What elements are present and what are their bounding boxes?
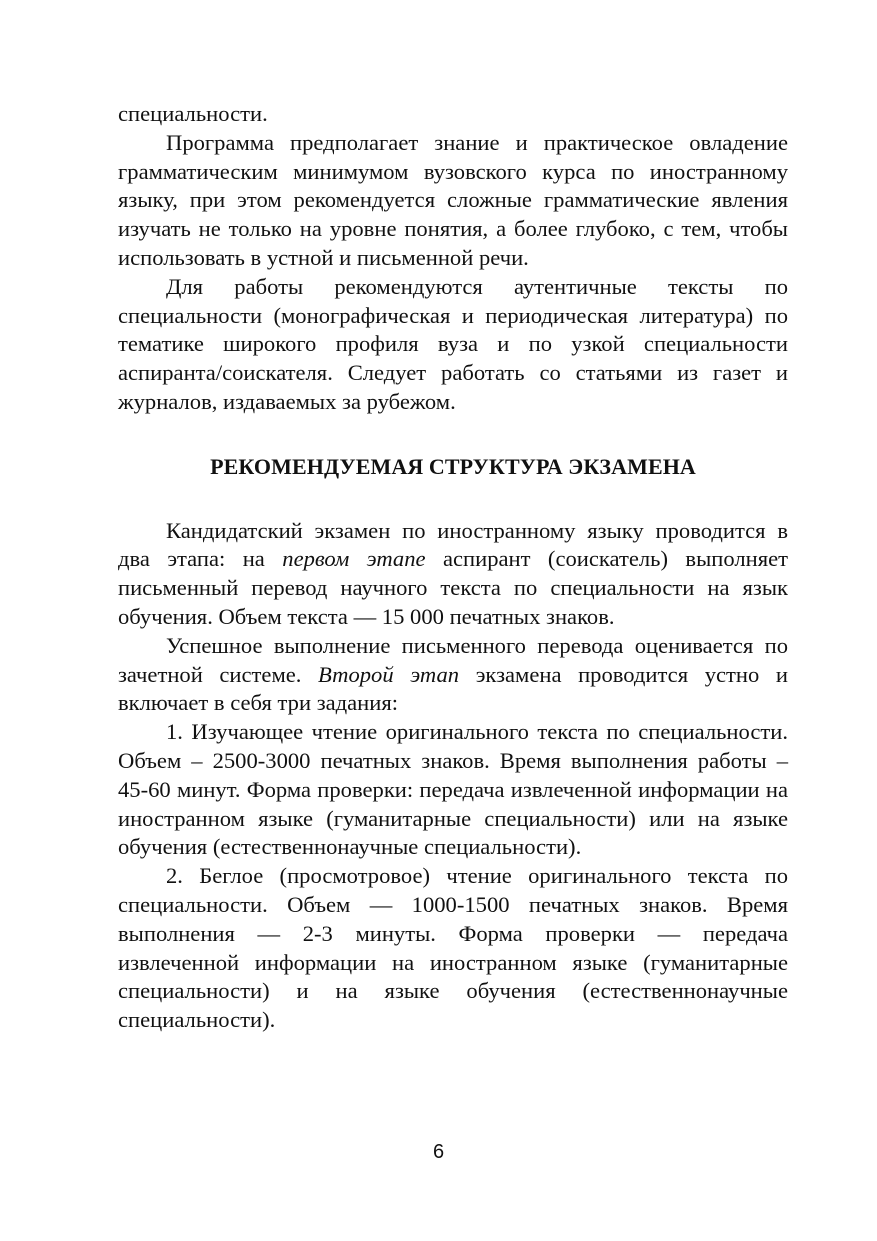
success-paragraph (118, 632, 788, 718)
page-number: 6 (432, 1141, 445, 1163)
continuation-text: специальности. (118, 101, 268, 126)
section-heading: РЕКОМЕНДУЕМАЯ СТРУКТУРА ЭКЗАМЕНА (210, 453, 696, 479)
first-stage-italic: первом этапе (282, 546, 426, 572)
program-paragraph: Программа предполагает знание и практическое овладение грамматическим минимумом вузовского курса по иностранному языку, при этом рекомендуется сложные грамматические явления изучать не только на уровне понятия, а более глубоко, с тем, чтобы использовать в устной и письменной речи. (118, 129, 788, 270)
task-item-1: 1. Изучающее чтение оригинального текста по специальности. Объем – 2500-3000 печатных знаков. Время выполнения работы – 45-60 минут. Форма проверки: передача извлеченной информации на иностранном языке (гуманитарные специальности) или на языке обучения (естественнонаучные специальности). (118, 719, 788, 860)
exam-paragraph-start: Кандидатский экзамен по иностранному языку проводится в два этапа: на (118, 517, 788, 572)
success-paragraph-start: Успешное выполнение письменного перевода оценивается по зачетной системе. (118, 632, 788, 687)
texts-paragraph: Для работы рекомендуются аутентичные тексты по специальности (монографическая и периодическая литература) по тематике широкого профиля вуза и по узкой специальности аспиранта/соискателя. Следует работать со статьями из газет и журналов, издаваемых за рубежом. (118, 273, 788, 414)
second-stage-italic: Второй этап (318, 661, 460, 687)
exam-paragraph (118, 517, 788, 632)
success-paragraph-end: экзамена проводится устно и включает в себя три задания: (118, 661, 788, 716)
task-item-2: 2. Беглое (просмотровое) чтение оригинального текста по специальности. Объем — 1000-1500 печатных знаков. Время выполнения — 2-3 минуты. Форма проверки — передача извлеченной информации на иностранном языке (гуманитарные специальности) и на языке обучения (естественнонаучные специальности). (118, 863, 788, 1033)
exam-paragraph-end: аспирант (соискатель) выполняет письменный перевод научного текста по специальности на язык обучения. Объем текста — 15 000 печатных знаков. (118, 546, 789, 629)
document-page (118, 100, 788, 1035)
